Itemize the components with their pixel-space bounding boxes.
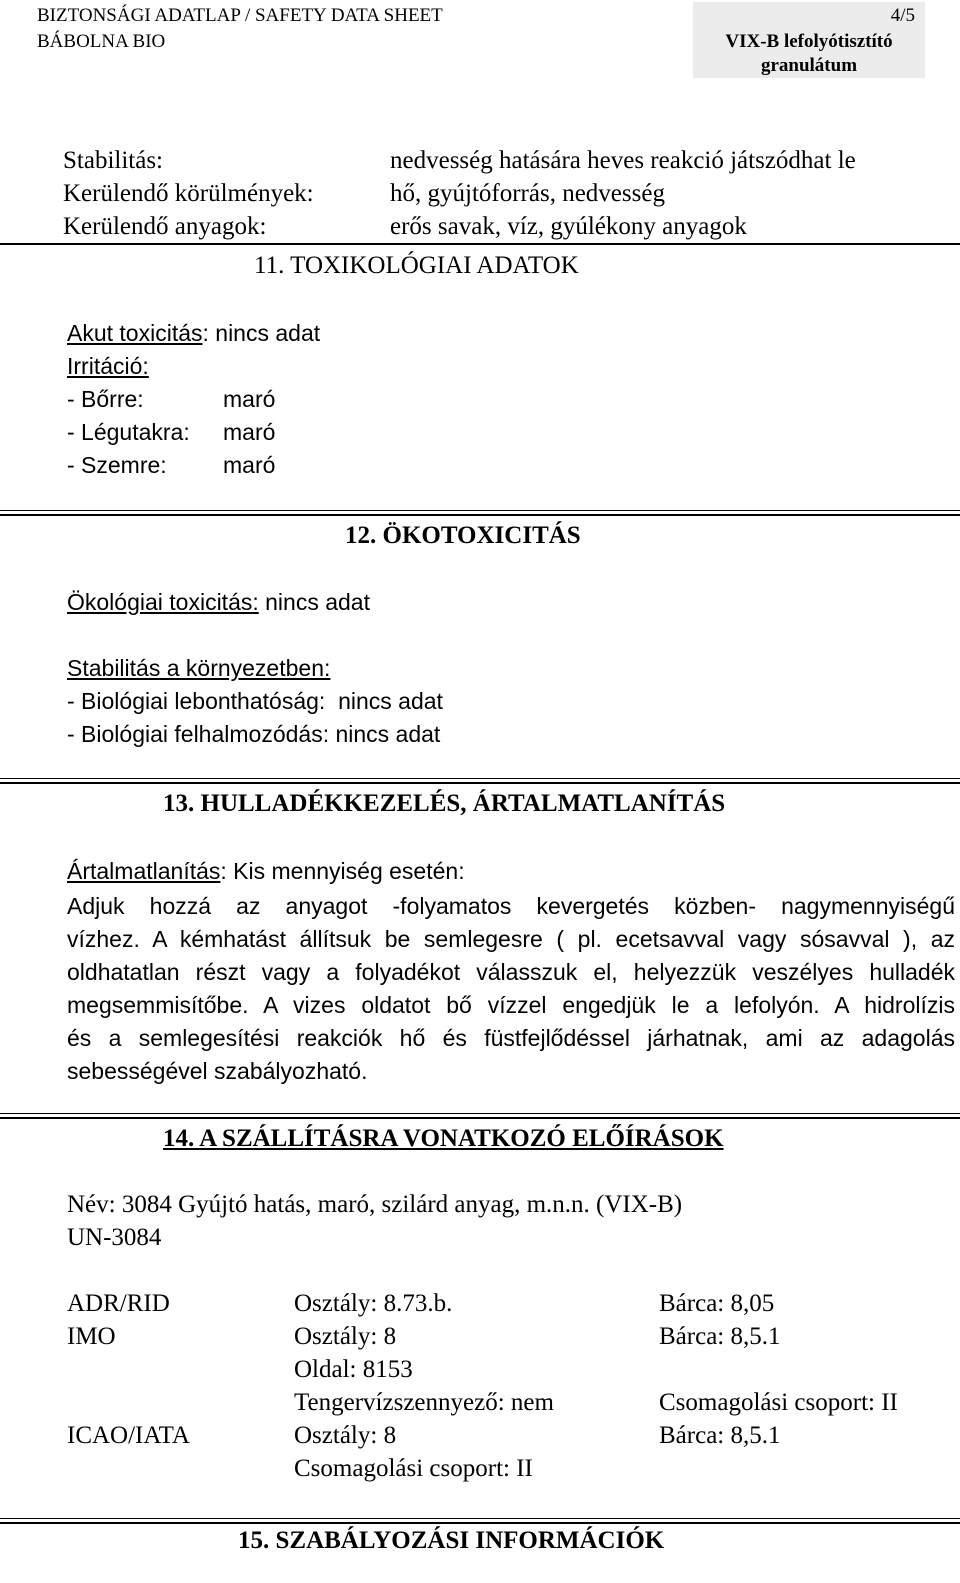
company-name: BÁBOLNA BIO: [37, 31, 166, 52]
section-12-title: 12. ÖKOTOXICITÁS: [345, 522, 581, 549]
ecological-toxicity-label: Ökológiai toxicitás:: [67, 589, 259, 615]
acute-toxicity: [67, 320, 320, 347]
imo-class: Osztály: 8: [294, 1323, 397, 1350]
adr-label: Bárca: 8,05: [659, 1290, 775, 1317]
section-divider: [0, 514, 960, 516]
environment-stability-label: Stabilitás a környezetben:: [67, 655, 331, 681]
section-14-title: 14. A SZÁLLÍTÁSRA VONATKOZÓ ELŐÍRÁSOK: [163, 1125, 724, 1152]
disposal-value: : Kis mennyiség esetén:: [220, 858, 465, 884]
icao-packing-group: Csomagolási csoport: II: [294, 1455, 533, 1482]
disposal-line: vízhez. A kémhatást állítsuk be semlegesre ( pl. ecetsavval vagy sósavval ), az: [67, 926, 955, 952]
materials-to-avoid-value: erős savak, víz, gyúlékony anyagok: [390, 213, 747, 240]
eyes-value: maró: [223, 452, 276, 478]
page-number: 4/5: [890, 5, 915, 26]
disposal-label: Ártalmatlanítás: [67, 858, 221, 884]
materials-to-avoid-label: Kerülendő anyagok:: [63, 213, 267, 240]
product-name-line2: granulátum: [760, 55, 858, 76]
disposal-paragraph: [67, 890, 955, 1088]
conditions-to-avoid-value: hő, gyújtóforrás, nedvesség: [390, 180, 665, 207]
transport-mode-imo: IMO: [67, 1323, 116, 1350]
section-divider: [0, 1518, 960, 1519]
product-name-line1: VIX-B lefolyótisztító: [725, 31, 893, 52]
section-divider: [0, 510, 960, 511]
section-divider: [0, 1113, 960, 1114]
bioaccumulation: - Biológiai felhalmozódás: nincs adat: [67, 721, 441, 747]
respiratory-label: - Légutakra:: [67, 419, 190, 445]
section-15-title: 15. SZABÁLYOZÁSI INFORMÁCIÓK: [238, 1527, 665, 1554]
document-title: BIZTONSÁGI ADATLAP / SAFETY DATA SHEET: [37, 5, 443, 26]
section-divider: [0, 1117, 960, 1119]
adr-class: Osztály: 8.73.b.: [294, 1290, 453, 1317]
disposal-line: oldhatatlan részt vagy a folyadékot válasszuk el, helyezzük veszélyes hulladék: [67, 959, 955, 985]
un-number: UN-3084: [67, 1224, 162, 1251]
icao-class: Osztály: 8: [294, 1422, 397, 1449]
ecological-toxicity-value: nincs adat: [258, 589, 370, 615]
imo-packing-group: Csomagolási csoport: II: [659, 1389, 898, 1416]
skin-value: maró: [223, 386, 276, 412]
transport-name: Név: 3084 Gyújtó hatás, maró, szilárd anyag, m.n.n. (VIX-B): [67, 1191, 683, 1218]
section-13-title: 13. HULLADÉKKEZELÉS, ÁRTALMATLANÍTÁS: [163, 790, 726, 817]
section-11-title: 11. TOXIKOLÓGIAI ADATOK: [254, 252, 579, 279]
section-divider: [0, 778, 960, 779]
transport-mode-icao: ICAO/IATA: [67, 1422, 190, 1449]
disposal-line: sebességével szabályozható.: [67, 1058, 368, 1084]
stability-value: nedvesség hatására heves reakció játszódhat le: [390, 147, 856, 174]
imo-label: Bárca: 8,5.1: [659, 1323, 781, 1350]
acute-toxicity-value: : nincs adat: [202, 320, 321, 346]
imo-page: Oldal: 8153: [294, 1356, 413, 1383]
irritation-label: Irritáció:: [67, 353, 149, 379]
disposal-line: Adjuk hozzá az anyagot -folyamatos kevergetés közben- nagymennyiségű: [67, 893, 955, 919]
icao-label: Bárca: 8,5.1: [659, 1422, 781, 1449]
stability-label: Stabilitás:: [63, 147, 163, 174]
transport-mode-adr: ADR/RID: [67, 1290, 170, 1317]
respiratory-value: maró: [223, 419, 276, 445]
section-divider: [0, 1522, 960, 1524]
skin-label: - Bőrre:: [67, 386, 144, 412]
eyes-label: - Szemre:: [67, 452, 167, 478]
ecological-toxicity: [67, 589, 370, 616]
section-divider: [0, 782, 960, 784]
marine-pollutant: Tengervízszennyező: nem: [294, 1389, 554, 1416]
biodegradability: - Biológiai lebonthatóság: nincs adat: [67, 688, 443, 714]
section-divider: [0, 243, 960, 245]
acute-toxicity-label: Akut toxicitás: [67, 320, 203, 346]
conditions-to-avoid-label: Kerülendő körülmények:: [63, 180, 314, 207]
disposal-line: megsemmisítőbe. A vizes oldatot bő vízzel engedjük le a lefolyón. A hidrolízis: [67, 992, 955, 1018]
disposal-line: és a semlegesítési reakciók hő és füstfejlődéssel járhatnak, ami az adagolás: [67, 1025, 955, 1051]
disposal: [67, 858, 465, 885]
